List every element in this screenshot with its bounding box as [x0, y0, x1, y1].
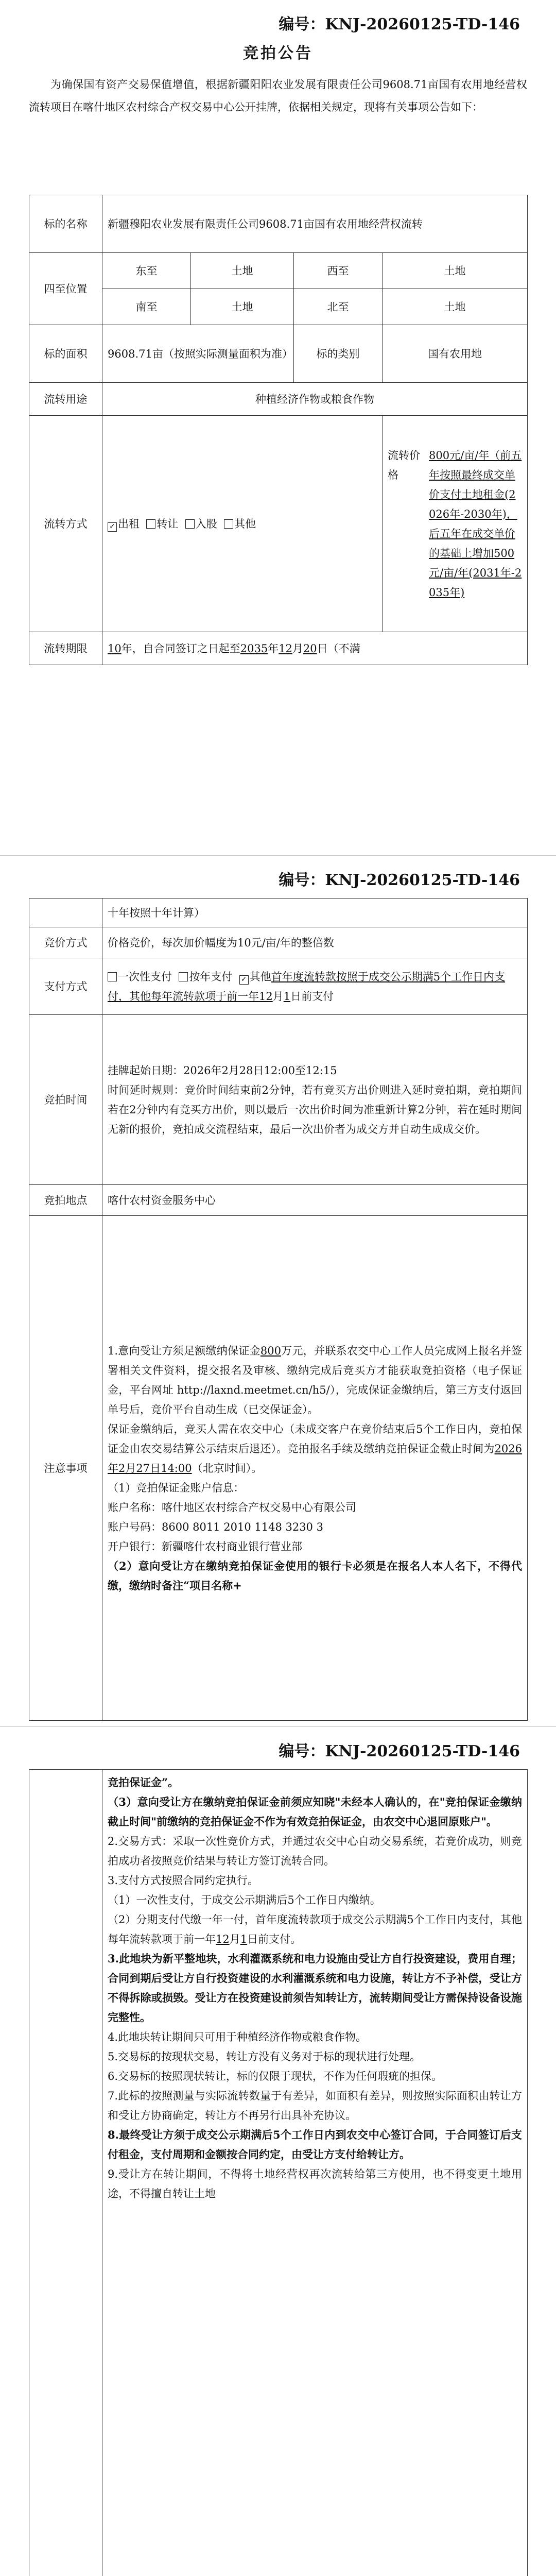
- item-7: 7.此标的按照测量与实际流转数量于有差异，如面积有差异，则按照实际面积由转让方和受让方协商确定，转让方不再另行出具补充协议。: [108, 2090, 522, 2122]
- item-a: 3.支付方式按照合同约定执行。: [108, 1874, 259, 1887]
- notice-1: 1.意向受让方须足额缴纳保证金: [108, 1344, 260, 1357]
- listing-table-3: [29, 1769, 528, 2576]
- item-9: 9.受让方在转让期间，不得将土地经营权再次流转给第三方使用，也不得变更土地用途，不得擅自转让土地: [108, 2168, 522, 2200]
- option-rent-label: 出租: [118, 517, 140, 530]
- north-label: 北至: [294, 289, 383, 325]
- name-value: 新疆穆阳农业发展有限责任公司9608.71亩国有农用地经营权流转: [102, 195, 528, 253]
- price-cell: [383, 416, 528, 632]
- checkbox-rent[interactable]: ✓: [108, 522, 117, 532]
- page-2: [0, 856, 556, 1726]
- item-2: 2.交易方式：采取一次性竞价方式，并通过农交中心自动交易系统，若竞价成功，则竞拍成功者按照竞价结果与转让方签订流转合同。: [108, 1835, 522, 1867]
- type-label: 标的类别: [294, 325, 383, 383]
- bid-value: 价格竞价，每次加价幅度为10元/亩/年的整倍数: [102, 927, 528, 958]
- south-value: 土地: [191, 289, 294, 325]
- listing-table-2: [29, 898, 528, 1721]
- cont-text: 竞拍保证金”。: [108, 1776, 179, 1789]
- document-number: 编号：KNJ-20260125-TD-146: [279, 1742, 520, 1760]
- checkbox-lump-sum[interactable]: [108, 972, 117, 981]
- price-label: 流转价格: [388, 449, 420, 481]
- item-8: 8.最终受让方须于成交公示期满后5个工作日内到农交中心签订合同，于合同签订后支付租金，支付周期和金额按合同约定，由受让方支付给转让方。: [108, 2128, 522, 2161]
- option-share-label: 入股: [195, 517, 217, 530]
- checkbox-yearly[interactable]: [179, 972, 188, 981]
- listing-table-1: [29, 195, 528, 665]
- pay-day: 1: [283, 990, 291, 1003]
- term-years: 10: [108, 642, 121, 655]
- table-row: [29, 416, 528, 632]
- mode-label: 流转方式: [29, 416, 102, 632]
- item-6: 6.交易标的按照现状转让，标的仅限于现状，不作为任何瑕疵的担保。: [108, 2070, 443, 2082]
- item-a2: （2）分期支付代缴一年一付，首年度流转款项于成交公示期满5个工作日内支付，其他每年流转款项于前一年: [108, 1913, 522, 1945]
- pay-text: 首年度流转款按照于成交公示期满5个工作日内支付，其他每年流转款项于前一年: [108, 970, 506, 1003]
- table-row: [29, 1770, 528, 2576]
- price-text: 800元/亩/年（前五年按照最终成交单价支付土地租金(2026年-2030年)，后五年在成交单价的基础上增加500元/亩/年(2031年-2035年): [429, 449, 522, 599]
- table-row: [29, 1185, 528, 1216]
- mode-options: [102, 416, 383, 632]
- checkbox-share[interactable]: [185, 519, 195, 529]
- item-a1: （1）一次性支付，于成交公示期满后5个工作日内缴纳。: [108, 1894, 381, 1906]
- time-rule: 时间延时规则：竞价时间结束前2分钟，若有竞买方出价则进入延时竞拍期，竞拍期间若在2分钟内有竞买方出价，则以最后一次出价时间为准重新计算2分钟，若在延时期间无新的报价，竞拍成交流程结束，最后一次出价者为成交方并自动生成成交价。: [108, 1083, 522, 1136]
- name-label: 标的名称: [29, 195, 102, 253]
- page-1: [0, 0, 556, 855]
- pay-value: 一次性支付 按年支付 ✓ 其他首年度流转款按照于成交公示期满5个工作日内支付，其他每年流转款项于前一年12月1日前支付: [102, 958, 528, 1015]
- area-value: 9608.71亩（按照实际测量面积为准）: [102, 325, 294, 383]
- table-row: [29, 195, 528, 253]
- page-3: [0, 1727, 556, 2576]
- term-end-month: 12: [279, 642, 292, 655]
- table-row: [29, 1216, 528, 1721]
- east-label: 东至: [102, 253, 191, 289]
- term-value: 10年，自合同签订之日起至2035年12月20日（不满: [102, 632, 528, 665]
- notice-1-date: 2026年2月27日14:00: [108, 1442, 522, 1475]
- item-5: 5.交易标的按现状交易，转让方没有义务对于标的现状进行处理。: [108, 2050, 421, 2063]
- pay-opt1: 一次性支付: [118, 970, 172, 983]
- east-value: 土地: [191, 253, 294, 289]
- pay-opt2: 按年支付: [189, 970, 233, 983]
- term-text-a: 年，自合同签订之日起至: [121, 642, 240, 655]
- term-label: 流转期限: [29, 632, 102, 665]
- table-row: [29, 1015, 528, 1185]
- option-transfer-label: 转让: [157, 517, 179, 530]
- intro-paragraph: 为确保国有资产交易保值增值，根据新疆阳阳农业发展有限责任公司9608.71亩国有农用地经营权流转项目在喀什地区农村综合产权交易中心公开挂牌，依据相关规定，现将有关事项公告如下：: [29, 78, 527, 113]
- time-label: 竞拍时间: [29, 1015, 102, 1185]
- checkbox-other[interactable]: [224, 519, 233, 529]
- time-start: 挂牌起始日期：2026年2月28日12:00至12:15: [108, 1064, 337, 1077]
- notice-continued: 竞拍保证金”。 （3）意向受让方在缴纳竞拍保证金前须应知晓"未经本人确认的，在"竞拍保证金缴纳截止时间"前缴纳的竞拍保证金不作为有效竞拍保证金，由农交中心退回原账户"。 2.交易方式：采取一次性竞价方式，并通过农交中心自动交易系统，若竞价成功，则竞拍成功者按照竞价结果与转让方签订流转合同。 3.支付方式按照合同约定执行。 （1）一次性支付，于成交公示期满后5个工作日内缴纳。 （2）分期支付代缴一年一付，首年度流转款项于成交公示期满5个工作日内支付，其他每年流转款项于前一年12月1日前支付。 3.此地块为新平整地块，水利灌溉系统和电力设施由受让方自行投资建设，费用自理；合同到期后受让方自行投资建设的水利灌溉系统和电力设施，转让方不予补偿，受让方不得拆除或损毁。受让方在投资建设前须告知转让方，流转期间受让方需保持设备设施完整性。 4.此地块转让期间只可用于种植经济作物或粮食作物。 5.交易标的按现状交易，转让方没有义务对于标的现状进行处理。 6.交易标的按照现状转让，标的仅限于现状，不作为任何瑕疵的担保。 7.此标的按照测量与实际流转数量于有差异，如面积有差异，则按照实际面积由转让方和受让方协商确定，转让方不再另行出具补充协议。 8.最终受让方须于成交公示期满后5个工作日内到农交中心签订合同，于合同签订后支付租金，支付周期和金额按合同约定，由受让方支付给转让方。 9.受让方在转让期间，不得将土地经营权再次流转给第三方使用，也不得变更土地用途，不得擅自转让土地: [102, 1770, 528, 2576]
- notice-1-c: 保证金缴纳后，竞买人需在农交中心（未成交客户在竞价结束后5个工作日内，竞拍保证金由农交易结算公示结束后退还）。竞拍报名手续及缴纳竞拍保证金截止时间为: [108, 1422, 522, 1455]
- use-label: 流转用途: [29, 383, 102, 416]
- notice-value: [102, 1216, 528, 1721]
- blank-cell: [29, 899, 102, 927]
- blank-cell: [29, 1770, 102, 2576]
- term-end-day: 20: [303, 642, 317, 655]
- item-4: 4.此地块转让期间只可用于种植经济作物或粮食作物。: [108, 2031, 367, 2043]
- area-label: 标的面积: [29, 325, 102, 383]
- pay-label: 支付方式: [29, 958, 102, 1015]
- term-end-year: 2035: [240, 642, 268, 655]
- table-row: [29, 899, 528, 927]
- item-3: （3）意向受让方在缴纳竞拍保证金前须应知晓"未经本人确认的，在"竞拍保证金缴纳截止时间"前缴纳的竞拍保证金不作为有效竞拍保证金，由农交中心退回原账户"。: [108, 1795, 522, 1828]
- notice-label: 注意事项: [29, 1216, 102, 1721]
- notice-1-amount: 800: [260, 1344, 281, 1357]
- pay-month: 12: [259, 990, 273, 1003]
- bid-label: 竞价方式: [29, 927, 102, 958]
- document-number: 编号：KNJ-20260125-TD-146: [279, 15, 520, 33]
- notice-1-d: （北京时间）。: [192, 1462, 263, 1475]
- pay-opt3: 其他: [249, 970, 271, 983]
- account-name: 账户名称：喀什地区农村综合产权交易中心有限公司: [108, 1501, 356, 1514]
- item-a2-day: 1: [240, 1933, 248, 1945]
- table-row: [29, 383, 528, 416]
- south-label: 南至: [102, 289, 191, 325]
- document-number: 编号：KNJ-20260125-TD-146: [279, 871, 520, 889]
- table-row: [29, 289, 528, 325]
- place-label: 竞拍地点: [29, 1185, 102, 1216]
- notice-3: （2）意向受让方在缴纳竞拍保证金使用的银行卡必须是在报名人本人名下，不得代缴，缴纳时备注“项目名称+: [108, 1559, 522, 1592]
- west-label: 西至: [294, 253, 383, 289]
- item-a2-month: 12: [216, 1933, 230, 1945]
- type-value: 国有农用地: [383, 325, 528, 383]
- table-row: [29, 927, 528, 958]
- use-value: 种植经济作物或粮食作物: [102, 383, 528, 416]
- time-value: [102, 1015, 528, 1185]
- boundary-label: 四至位置: [29, 253, 102, 325]
- north-value: 土地: [383, 289, 528, 325]
- pay-tail: 日前支付: [290, 990, 334, 1003]
- checkbox-transfer[interactable]: [146, 519, 155, 529]
- notice-1-b: 万元，并联系农交中心工作人员完成网上报名并签署相关文件资料，提交报名及审核、缴纳完成后竞买方才能获取竞拍资格（电子保证金，平台网址 http://laxnd.meetmet.cn/h5/），完成保证金缴纳后，第三方支付返回单号后，竞价平台自动生成（已交保证金）。: [108, 1344, 522, 1416]
- option-other-label: 其他: [234, 517, 256, 530]
- place-value: 喀什农村资金服务中心: [102, 1185, 528, 1216]
- west-value: 土地: [383, 253, 528, 289]
- notice-2: （1）竞拍保证金账户信息：: [108, 1481, 245, 1494]
- table-row: [29, 958, 528, 1015]
- item-3b: 3.此地块为新平整地块，水利灌溉系统和电力设施由受让方自行投资建设，费用自理；合同到期后受让方自行投资建设的水利灌溉系统和电力设施，转让方不予补偿，受让方不得拆除或损毁。受让方在投资建设前须告知转让方，流转期间受让方需保持设备设施完整性。: [108, 1952, 522, 2024]
- page-title: 竞拍公告: [243, 44, 313, 62]
- continued-text: 十年按照十年计算）: [102, 899, 528, 927]
- item-a2-tail: 日前支付。: [247, 1933, 302, 1945]
- term-text-b: 日（不满: [317, 642, 360, 655]
- account-bank: 开户银行：新疆喀什农村商业银行营业部: [108, 1540, 302, 1553]
- checkbox-pay-other[interactable]: ✓: [239, 975, 249, 985]
- table-row: [29, 325, 528, 383]
- table-row: [29, 253, 528, 289]
- account-number: 账户号码：8600 8011 2010 1148 3230 3: [108, 1520, 323, 1533]
- table-row: [29, 632, 528, 665]
